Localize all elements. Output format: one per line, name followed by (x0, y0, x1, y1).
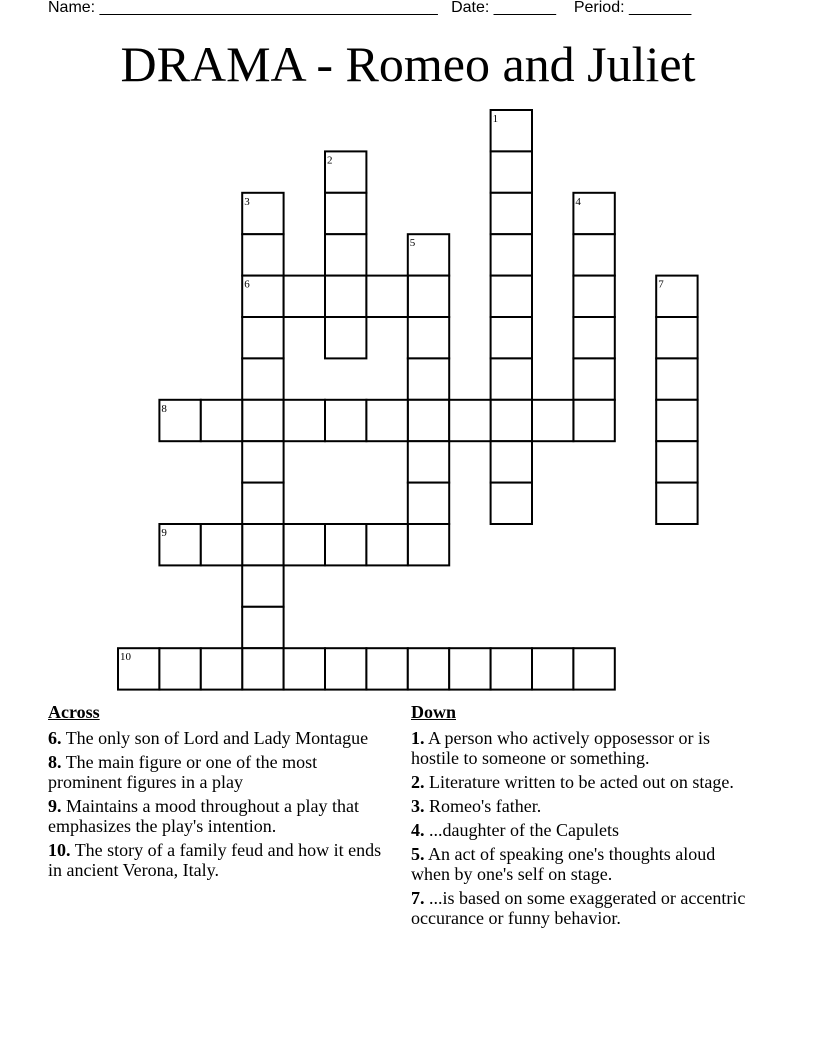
grid-cell[interactable] (491, 151, 532, 192)
grid-cell[interactable] (366, 648, 407, 689)
date-label: Date: (451, 0, 490, 16)
clue-across-8 (48, 752, 393, 792)
grid-cell[interactable] (532, 648, 573, 689)
grid-cell[interactable] (284, 648, 325, 689)
across-heading: Across (48, 702, 100, 722)
grid-cell[interactable] (242, 317, 283, 358)
grid-cell[interactable] (491, 648, 532, 689)
grid-cell[interactable] (491, 358, 532, 399)
across-clues (48, 702, 393, 884)
clue-down-3 (411, 796, 756, 816)
grid-cell[interactable] (242, 524, 283, 565)
grid-cell[interactable] (201, 524, 242, 565)
clue-number: 1. (411, 728, 425, 748)
clue-down-7 (411, 888, 756, 928)
cell-number: 7 (658, 278, 664, 291)
period-blank[interactable]: _______ (629, 0, 692, 16)
grid-cell[interactable] (325, 524, 366, 565)
grid-cell[interactable] (325, 648, 366, 689)
grid-cell[interactable] (491, 441, 532, 482)
grid-cell[interactable] (242, 400, 283, 441)
grid-cell[interactable] (656, 441, 697, 482)
clue-across-10 (48, 840, 393, 880)
clue-number: 5. (411, 844, 425, 864)
grid-cell[interactable] (449, 648, 490, 689)
cell-number: 8 (161, 402, 167, 415)
cell-number: 3 (244, 195, 250, 208)
grid-cell[interactable] (408, 524, 449, 565)
grid-cell[interactable] (408, 648, 449, 689)
date-blank[interactable]: _______ (493, 0, 557, 16)
grid-cell[interactable] (242, 441, 283, 482)
period-label: Period: (573, 0, 625, 16)
grid-cell[interactable] (201, 400, 242, 441)
cell-number: 9 (161, 527, 167, 539)
clue-text: Literature written to be acted out on stage. (429, 772, 734, 792)
clue-number: 4. (411, 820, 425, 840)
grid-cell[interactable] (366, 524, 407, 565)
clue-number: 6. (48, 728, 62, 748)
grid-cell[interactable] (408, 317, 449, 358)
clue-across-9 (48, 796, 393, 836)
grid-cell[interactable] (656, 400, 697, 441)
clue-down-4 (411, 820, 756, 840)
grid-cell[interactable] (573, 234, 614, 275)
grid-cell[interactable] (242, 565, 283, 606)
grid-cell[interactable] (408, 441, 449, 482)
clue-number: 2. (411, 772, 425, 792)
grid-cell[interactable] (325, 400, 366, 441)
grid-cell[interactable] (325, 276, 366, 317)
clue-text: ...daughter of the Capulets (429, 820, 619, 840)
grid-cell[interactable] (491, 400, 532, 441)
clue-down-2 (411, 772, 756, 792)
grid-cell[interactable] (325, 234, 366, 275)
grid-cell[interactable] (573, 400, 614, 441)
clue-across-6 (48, 728, 393, 748)
grid-cell[interactable] (573, 358, 614, 399)
grid-cell[interactable] (366, 400, 407, 441)
cell-number: 1 (492, 113, 499, 125)
grid-cell[interactable] (491, 193, 532, 234)
clue-text: ...is based on some exaggerated or accentric occurance or funny behavior. (411, 888, 746, 928)
clue-number: 8. (48, 752, 62, 772)
grid-cell[interactable] (159, 648, 200, 689)
grid-cell[interactable] (449, 400, 490, 441)
grid-cell[interactable] (242, 234, 283, 275)
clue-down-1 (411, 728, 756, 768)
grid-cell[interactable] (532, 400, 573, 441)
grid-cell[interactable] (573, 276, 614, 317)
clue-text: An act of speaking one's thoughts aloud when by one's self on stage. (411, 844, 716, 884)
clue-number: 3. (411, 796, 425, 816)
clue-number: 7. (411, 888, 425, 908)
cell-number: 6 (244, 278, 250, 291)
grid-cell[interactable] (656, 483, 697, 524)
grid-cell[interactable] (573, 648, 614, 689)
grid-cell[interactable] (201, 648, 242, 689)
grid-cell[interactable] (325, 193, 366, 234)
cell-number: 4 (575, 195, 581, 208)
grid-cell[interactable] (284, 400, 325, 441)
cell-number: 5 (409, 237, 416, 250)
grid-cell[interactable] (284, 524, 325, 565)
grid-cell[interactable] (656, 358, 697, 399)
name-blank[interactable]: ______________________________________ (99, 0, 438, 16)
down-clues (411, 702, 756, 932)
grid-cell[interactable] (408, 400, 449, 441)
grid-cell[interactable] (491, 234, 532, 275)
grid-cell[interactable] (656, 317, 697, 358)
clue-text: A person who actively opposessor or is hostile to someone or something. (411, 728, 710, 768)
grid-cell[interactable] (366, 276, 407, 317)
grid-cell[interactable] (408, 358, 449, 399)
grid-cell[interactable] (284, 276, 325, 317)
grid-cell[interactable] (242, 358, 283, 399)
grid-cell[interactable] (242, 648, 283, 689)
page-title: DRAMA - Romeo and Juliet (120, 36, 696, 92)
grid-cell[interactable] (325, 317, 366, 358)
grid-cell[interactable] (242, 607, 283, 648)
clue-text: Romeo's father. (429, 796, 542, 816)
down-heading: Down (411, 702, 457, 722)
cell-number: 2 (327, 154, 333, 167)
clue-text: Maintains a mood throughout a play that emphasizes the play's intention. (48, 796, 359, 836)
cell-number: 10 (120, 651, 131, 664)
name-label: Name: (48, 0, 96, 16)
grid-cell[interactable] (491, 483, 532, 524)
clue-down-5 (411, 844, 756, 884)
grid-cell[interactable] (491, 276, 532, 317)
grid-cell[interactable] (573, 317, 614, 358)
clue-number: 10. (48, 840, 71, 860)
grid-cell[interactable] (242, 483, 283, 524)
clue-number: 9. (48, 796, 62, 816)
grid-cell[interactable] (491, 317, 532, 358)
grid-cell[interactable] (408, 276, 449, 317)
clue-text: The only son of Lord and Lady Montague (65, 728, 369, 748)
grid-cell[interactable] (408, 483, 449, 524)
clue-text: The main figure or one of the most prominent figures in a play (48, 752, 318, 792)
clue-text: The story of a family feud and how it ends in ancient Verona, Italy. (48, 840, 382, 880)
